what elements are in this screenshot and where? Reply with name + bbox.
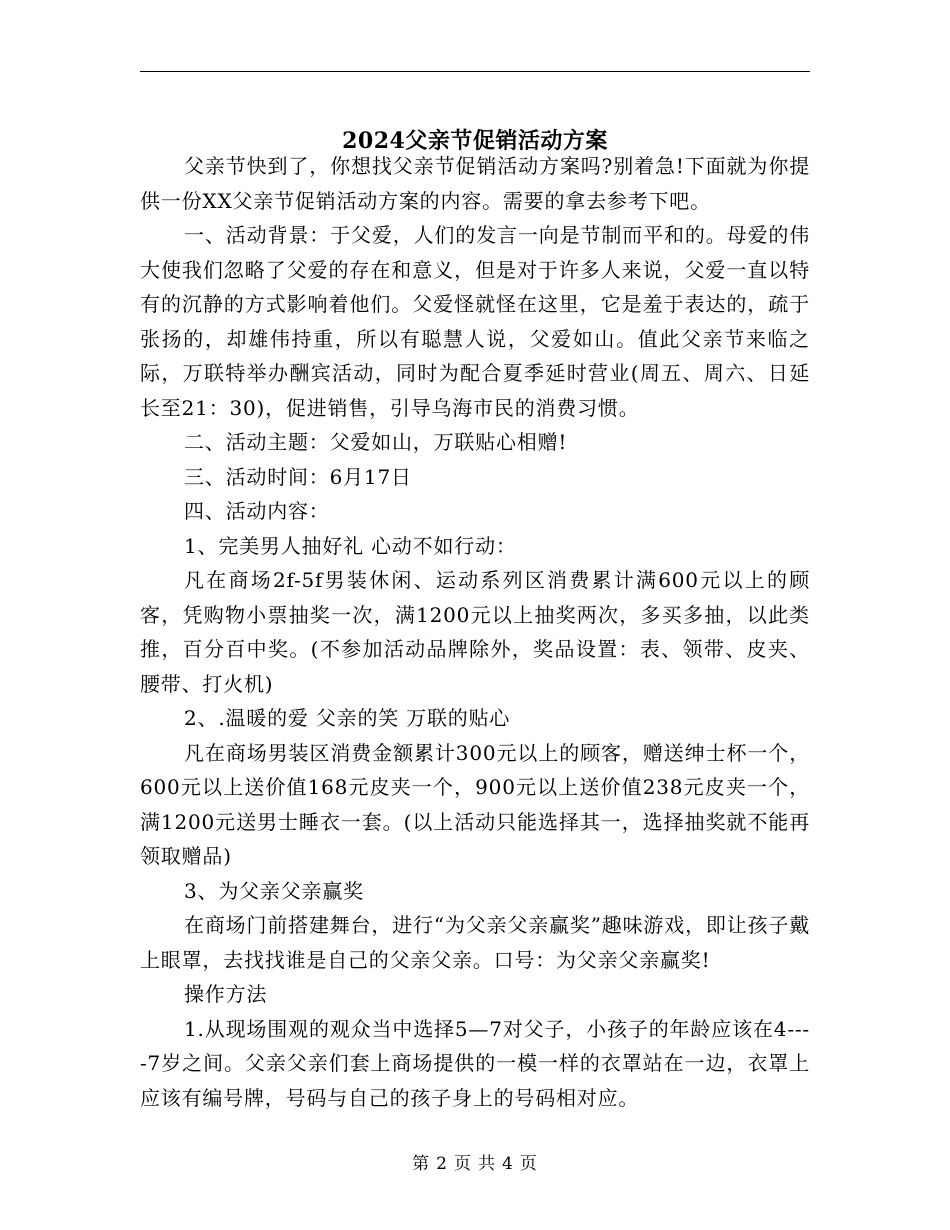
footer-prefix: 第 bbox=[412, 1154, 431, 1174]
page-footer bbox=[0, 1152, 950, 1176]
footer-page-word: 页 bbox=[454, 1154, 472, 1174]
footer-total-word: 共 bbox=[478, 1154, 496, 1174]
paragraph-item-2-heading: 2、.温暖的爱 父亲的笑 万联的贴心 bbox=[184, 706, 511, 730]
document-body bbox=[140, 149, 810, 1115]
document-title: 2024父亲节促销活动方案 bbox=[342, 127, 608, 154]
paragraph-item-2-body: 凡在商场男装区消费金额累计300元以上的顾客，赠送绅士杯一个，600元以上送价值168元皮夹一个，900元以上送价值238元皮夹一个，满1200元送男士睡衣一套。(以上活动只能选择其一，选择抽奖就不能再领取赠品) bbox=[140, 740, 810, 868]
footer-current-page: 2 bbox=[436, 1154, 448, 1174]
paragraph-item-1-body: 凡在商场2f-5f男装休闲、运动系列区消费累计满600元以上的顾客，凭购物小票抽奖一次，满1200元以上抽奖两次，多买多抽，以此类推，百分百中奖。(不参加活动品牌除外，奖品设置：表、领带、皮夹、腰带、打火机) bbox=[140, 568, 810, 696]
paragraph-theme: 二、活动主题：父爱如山，万联贴心相赠! bbox=[184, 430, 568, 454]
paragraph-method-heading: 操作方法 bbox=[184, 982, 268, 1006]
header-rule bbox=[140, 71, 810, 72]
footer-suffix: 页 bbox=[519, 1154, 538, 1174]
paragraph-content-heading: 四、活动内容： bbox=[184, 499, 330, 523]
paragraph-item-3-body: 在商场门前搭建舞台，进行“为父亲父亲赢奖”趣味游戏，即让孩子戴上眼罩，去找找谁是自己的父亲父亲。口号：为父亲父亲赢奖! bbox=[140, 913, 810, 972]
paragraph-intro: 父亲节快到了，你想找父亲节促销活动方案吗?别着急!下面就为你提供一份XX父亲节促销活动方案的内容。需要的拿去参考下吧。 bbox=[140, 154, 810, 213]
paragraph-time: 三、活动时间：6月17日 bbox=[184, 464, 412, 489]
paragraph-background: 一、活动背景：于父爱，人们的发言一向是节制而平和的。母爱的伟大使我们忽略了父爱的存在和意义，但是对于许多人来说，父爱一直以特有的沉静的方式影响着他们。父爱怪就怪在这里，它是羞于表达的，疏于张扬的，却雄伟持重，所以有聪慧人说，父爱如山。值此父亲节来临之际，万联特举办酬宾活动，同时为配合夏季延时营业(周五、周六、日延长至21：30)，促进销售，引导乌海市民的消费习惯。 bbox=[140, 223, 810, 420]
footer-total-pages: 4 bbox=[502, 1154, 514, 1174]
paragraph-item-1-heading: 1、完美男人抽好礼 心动不如行动： bbox=[184, 533, 517, 558]
paragraph-method-step-1: 1.从现场围观的观众当中选择5—7对父子，小孩子的年龄应该在4----7岁之间。父亲父亲们套上商场提供的一模一样的衣罩站在一边，衣罩上应该有编号牌，号码与自己的孩子身上的号码相对应。 bbox=[140, 1016, 810, 1110]
paragraph-item-3-heading: 3、为父亲父亲赢奖 bbox=[184, 878, 364, 903]
